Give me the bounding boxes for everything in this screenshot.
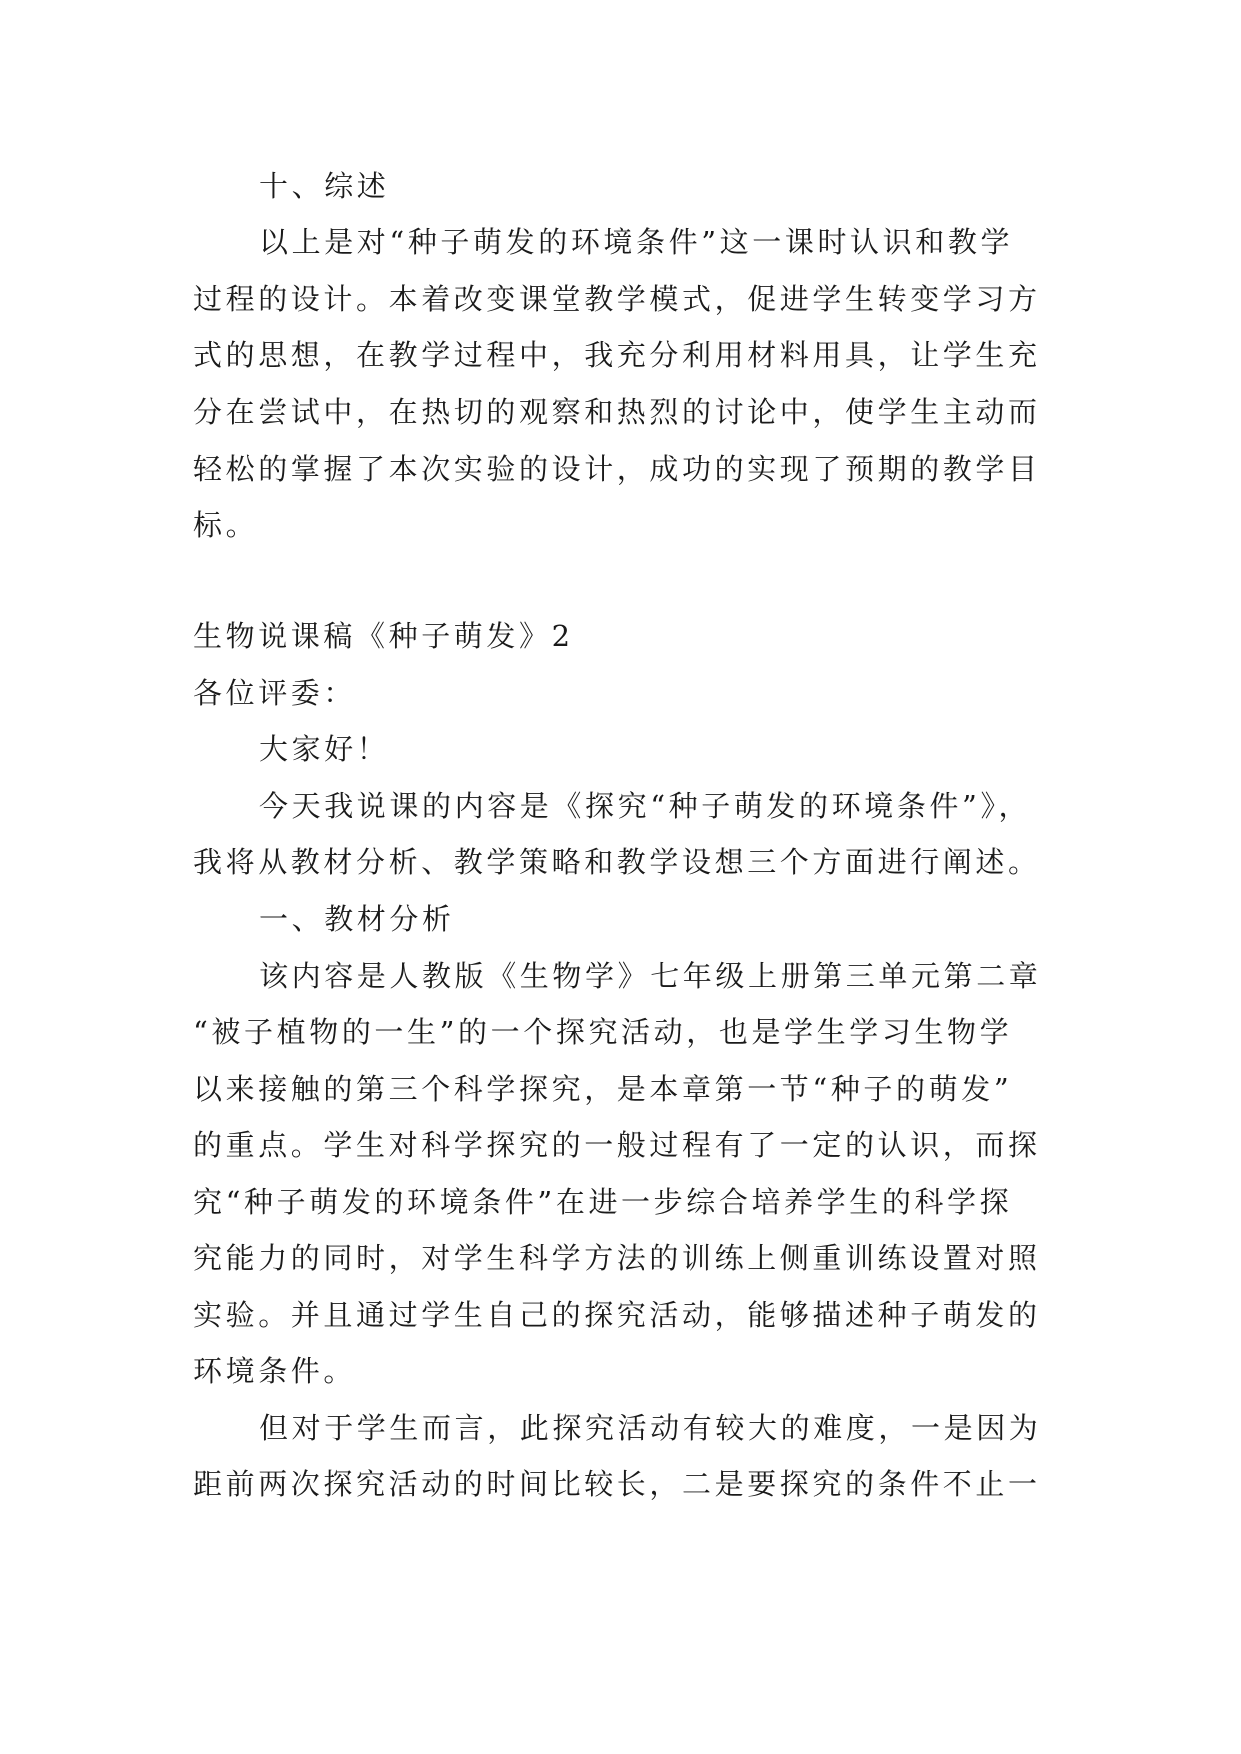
paragraph-line: 但对于学生而言，此探究活动有较大的难度，一是因为 (259, 1411, 1042, 1445)
paragraph-line: 以上是对“种子萌发的环境条件”这一课时认识和教学 (259, 225, 1014, 259)
paragraph-line: 究“种子萌发的环境条件”在进一步综合培养学生的科学探 (193, 1185, 1013, 1219)
paragraph-line: 我将从教材分析、教学策略和教学设想三个方面进行阐述。 (193, 845, 1041, 879)
paragraph-line: 今天我说课的内容是《探究“种子萌发的环境条件”》， (259, 789, 1032, 823)
section-one-heading: 一、教材分析 (259, 902, 455, 936)
paragraph-line: 距前两次探究活动的时间比较长，二是要探究的条件不止一 (193, 1467, 1041, 1501)
paragraph-line: 实验。并且通过学生自己的探究活动，能够描述种子萌发的 (193, 1298, 1041, 1332)
paragraph-line: 究能力的同时，对学生科学方法的训练上侧重训练设置对照 (193, 1241, 1041, 1275)
paragraph-line: 的重点。学生对科学探究的一般过程有了一定的认识，而探 (193, 1128, 1041, 1162)
paragraph-line: 过程的设计。本着改变课堂教学模式，促进学生转变学习方 (193, 282, 1041, 316)
paragraph-line: “被子植物的一生”的一个探究活动，也是学生学习生物学 (193, 1015, 1013, 1049)
section-ten-heading: 十、综述 (259, 169, 390, 203)
paragraph-line: 标。 (193, 508, 259, 542)
article-title: 生物说课稿《种子萌发》2 (193, 619, 574, 653)
paragraph-line: 以来接触的第三个科学探究，是本章第一节“种子的萌发” (193, 1072, 1013, 1106)
paragraph-line: 该内容是人教版《生物学》七年级上册第三单元第二章 (259, 959, 1042, 993)
paragraph-line: 式的思想，在教学过程中，我充分利用材料用具，让学生充 (193, 338, 1041, 372)
salutation: 各位评委： (193, 676, 357, 710)
greeting: 大家好！ (259, 732, 390, 766)
paragraph-line: 分在尝试中，在热切的观察和热烈的讨论中，使学生主动而 (193, 395, 1041, 429)
paragraph-line: 轻松的掌握了本次实验的设计，成功的实现了预期的教学目 (193, 452, 1041, 486)
paragraph-line: 环境条件。 (193, 1354, 357, 1388)
